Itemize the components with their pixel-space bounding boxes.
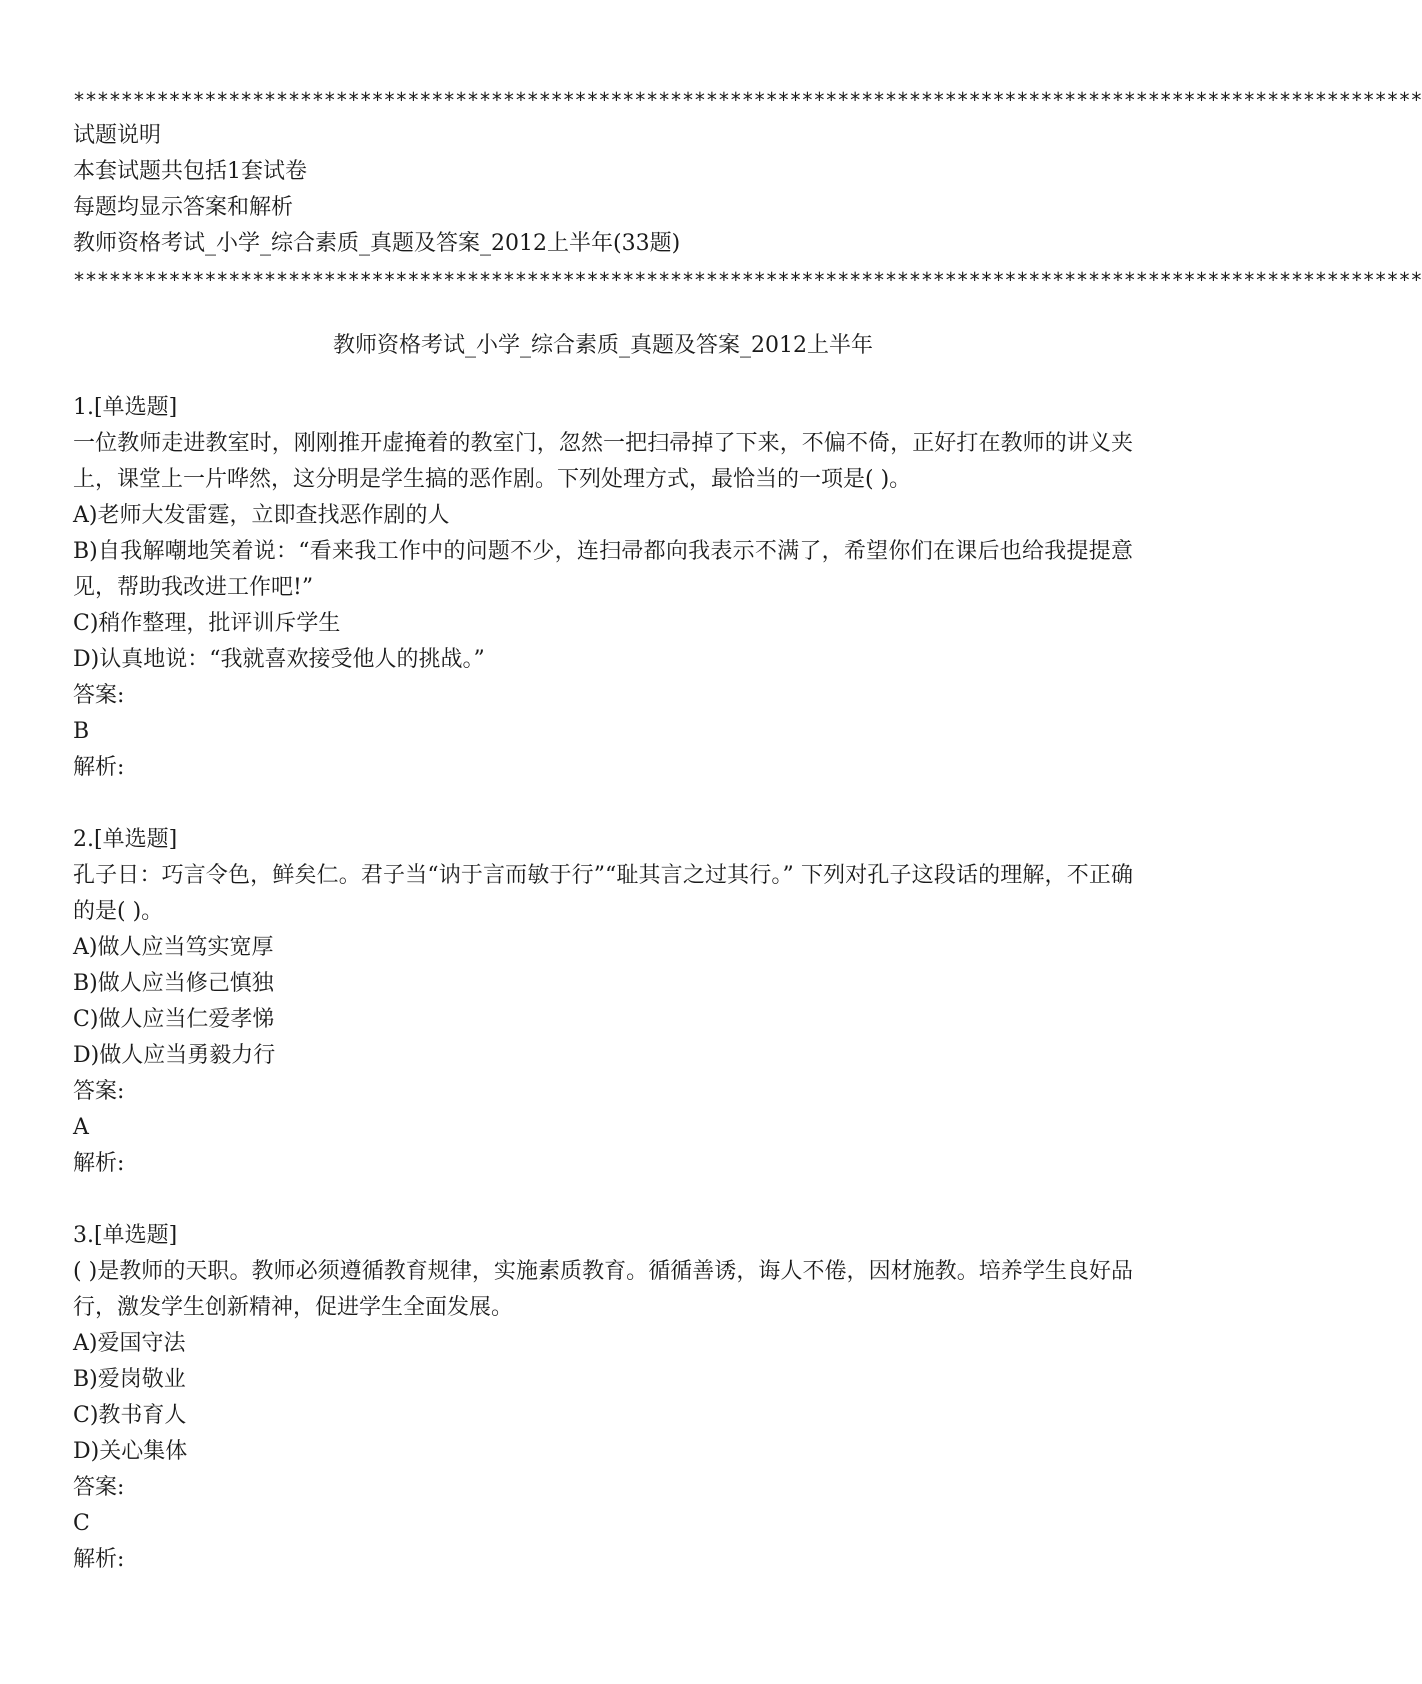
option-c: C)稍作整理，批评训斥学生 <box>73 611 341 636</box>
exam-title: 教师资格考试_小学_综合素质_真题及答案_2012上半年 <box>333 333 873 358</box>
answer-label: 答案: <box>73 1079 125 1104</box>
option-b: B)自我解嘲地笑着说：“看来我工作中的问题不少，连扫帚都向我表示不满了，希望你们在课后也给我提提意见，帮助我改进工作吧!” <box>73 539 1133 600</box>
answer-label: 答案: <box>73 683 125 708</box>
option-b: B)爱岗敬业 <box>73 1367 186 1392</box>
option-c: C)做人应当仁爱孝悌 <box>73 1007 275 1032</box>
separator-bottom: ***************************************************************************************************************** <box>73 268 1422 292</box>
answer-value: A <box>73 1115 89 1140</box>
option-a: A)老师大发雷霆，立即查找恶作剧的人 <box>73 503 450 528</box>
option-d: D)认真地说：“我就喜欢接受他人的挑战。” <box>73 647 485 672</box>
analysis-label: 解析: <box>73 755 125 780</box>
analysis-label: 解析: <box>73 1547 125 1572</box>
question-stem: 一位教师走进教室时，刚刚推开虚掩着的教室门，忽然一把扫帚掉了下来，不偏不倚，正好打在教师的讲义夹上，课堂上一片哗然，这分明是学生搞的恶作剧。下列处理方式，最恰当的一项是( )。 <box>73 431 1133 492</box>
option-b: B)做人应当修己慎独 <box>73 971 274 996</box>
question-number: 3.[单选题] <box>73 1223 178 1248</box>
answer-label: 答案: <box>73 1475 125 1500</box>
option-d: D)关心集体 <box>73 1439 188 1464</box>
intro-line-1: 本套试题共包括1套试卷 <box>73 159 307 184</box>
question-2 <box>73 822 1133 1182</box>
option-c: C)教书育人 <box>73 1403 187 1428</box>
question-number: 1.[单选题] <box>73 395 178 420</box>
question-number: 2.[单选题] <box>73 827 178 852</box>
question-1 <box>73 390 1133 786</box>
document-page <box>73 82 1422 1614</box>
question-3 <box>73 1218 1133 1578</box>
question-stem: 孔子日：巧言令色，鲜矣仁。君子当“讷于言而敏于行”“耻其言之过其行。” 下列对孔子这段话的理解，不正确的是( )。 <box>73 863 1133 924</box>
question-stem: ( )是教师的天职。教师必须遵循教育规律，实施素质教育。循循善诱，诲人不倦，因材施教。培养学生良好品行，激发学生创新精神，促进学生全面发展。 <box>73 1259 1133 1320</box>
option-a: A)做人应当笃实宽厚 <box>73 935 274 960</box>
analysis-label: 解析: <box>73 1151 125 1176</box>
intro-line-3: 教师资格考试_小学_综合素质_真题及答案_2012上半年(33题) <box>73 231 681 256</box>
separator-top: ***************************************************************************************************************** <box>73 88 1422 112</box>
answer-value: C <box>73 1511 90 1536</box>
answer-value: B <box>73 719 90 744</box>
intro-title: 试题说明 <box>73 123 162 148</box>
intro-line-2: 每题均显示答案和解析 <box>73 195 294 220</box>
option-d: D)做人应当勇毅力行 <box>73 1043 276 1068</box>
option-a: A)爱国守法 <box>73 1331 186 1356</box>
